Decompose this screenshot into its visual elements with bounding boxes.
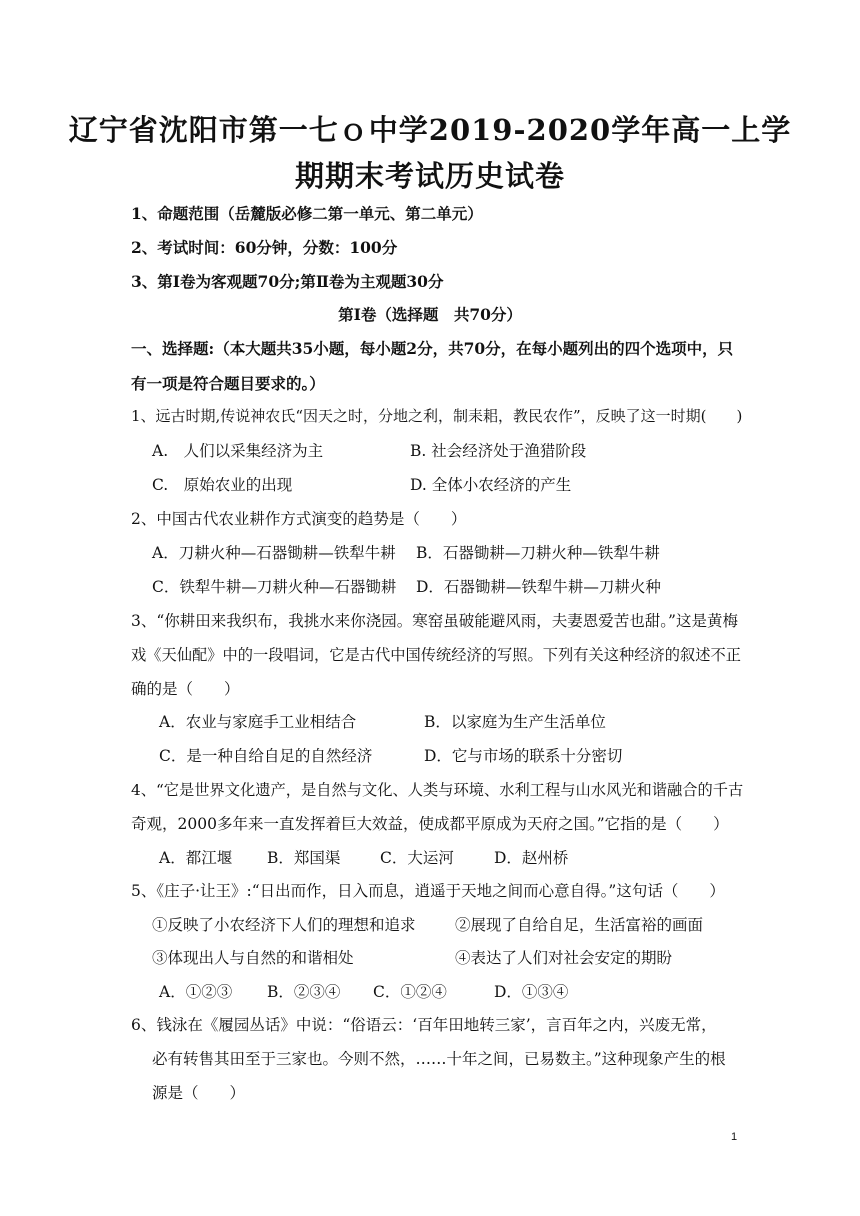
question-4-stem-line-2: 奇观，2000多年来一直发挥着巨大效益，使成都平原成为天府之国。”它指的是（ ） [131, 815, 729, 833]
question-3-option-d: D．它与市场的联系十分密切 [424, 747, 623, 765]
question-5-statement-3: ③体现出人与自然的和谐相处 [152, 949, 354, 967]
question-3-option-a: A．农业与家庭手工业相结合 [159, 713, 357, 731]
question-3-option-b: B．以家庭为生产生活单位 [424, 713, 606, 731]
question-6-stem-line-3: 源是（ ） [152, 1084, 246, 1102]
question-1-option-b: B. 社会经济处于渔猎阶段 [410, 442, 587, 460]
note-scope: 1、命题范围（岳麓版必修二第一单元、第二单元） [131, 204, 483, 223]
question-1-option-c: C. 原始农业的出现 [152, 476, 293, 494]
question-5-statement-1: ①反映了小农经济下人们的理想和追求 [152, 916, 416, 934]
question-5-stem: 5、《庄子·让王》:“日出而作，日入而息，逍遥于天地之间而心意自得。”这句话（ ） [131, 882, 725, 900]
question-1-option-a: A. 人们以采集经济为主 [152, 442, 324, 460]
question-3-stem-line-1: 3、“你耕田来我织布，我挑水来你浇园。寒窑虽破能避风雨，夫妻恩爱苦也甜。”这是黄梅 [131, 612, 738, 630]
question-5-statement-2: ②展现了自给自足，生活富裕的画面 [455, 916, 704, 934]
question-2-option-c: C．铁犁牛耕—刀耕火种—石器锄耕 [152, 578, 397, 596]
question-4-option-a: A．都江堰 [159, 849, 233, 867]
question-5-statement-4: ④表达了人们对社会安定的期盼 [455, 949, 673, 967]
question-5-option-a: A．①②③ [159, 983, 233, 1001]
question-6-stem-line-1: 6、钱泳在《履园丛话》中说：“俗语云：‘百年田地转三家’，言百年之内，兴废无常， [131, 1016, 717, 1034]
section-title: 第Ⅰ卷（选择题 共70分） [338, 305, 522, 324]
note-sections: 3、第Ⅰ卷为客观题70分;第Ⅱ卷为主观题30分 [131, 272, 444, 291]
question-1-option-d: D. 全体小农经济的产生 [410, 476, 572, 494]
question-6-stem-line-2: 必有转售其田至于三家也。今则不然，……十年之间，已易数主。”这种现象产生的根 [152, 1050, 726, 1068]
question-5-option-c: C．①②④ [373, 983, 447, 1001]
question-1-stem: 1、远古时期,传说神农氏“因天之时，分地之利，制耒耜，教民农作”，反映了这一时期( ) [131, 407, 743, 425]
question-3-option-c: C．是一种自给自足的自然经济 [159, 747, 373, 765]
question-5-option-d: D．①③④ [494, 983, 569, 1001]
question-3-stem-line-3: 确的是（ ） [131, 680, 240, 698]
page-number: 1 [731, 1131, 738, 1143]
question-2-option-a: A．刀耕火种—石器锄耕—铁犁牛耕 [152, 544, 396, 562]
question-3-stem-line-2: 戏《天仙配》中的一段唱词，它是古代中国传统经济的写照。下列有关这种经济的叙述不正 [131, 646, 741, 664]
question-2-stem: 2、中国古代农业耕作方式演变的趋势是（ ） [131, 510, 467, 528]
question-5-option-b: B．②③④ [267, 983, 341, 1001]
question-4-option-d: D．赵州桥 [494, 849, 569, 867]
exam-title-line-1: 辽宁省沈阳市第一七ｏ中学2019-2020学年高一上学 [68, 113, 792, 147]
question-4-option-b: B．郑国渠 [267, 849, 341, 867]
question-2-option-b: B．石器锄耕—刀耕火种—铁犁牛耕 [416, 544, 660, 562]
instructions-line-1: 一、选择题:（本大题共35小题，每小题2分，共70分，在每小题列出的四个选项中，只 [131, 339, 734, 358]
note-time-score: 2、考试时间：60分钟，分数：100分 [131, 238, 398, 257]
exam-title-line-2: 期期末考试历史试卷 [294, 159, 565, 193]
question-4-stem-line-1: 4、“它是世界文化遗产，是自然与文化、人类与环境、水利工程与山水风光和谐融合的千古 [131, 781, 744, 799]
instructions-line-2: 有一项是符合题目要求的。） [131, 374, 325, 393]
question-2-option-d: D．石器锄耕—铁犁牛耕—刀耕火种 [416, 578, 661, 596]
question-4-option-c: C．大运河 [380, 849, 454, 867]
